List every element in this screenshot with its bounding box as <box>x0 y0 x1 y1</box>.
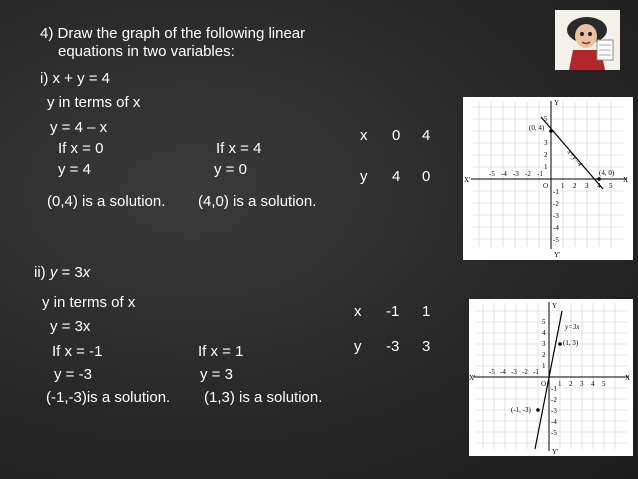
axis-label: Y <box>552 302 558 310</box>
solution-b: (1,3) is a solution. <box>204 389 323 406</box>
table-y-label: y <box>354 338 362 355</box>
tick-label: -2 <box>551 396 557 404</box>
question-title: 4) Draw the graph of the following linear <box>40 25 306 42</box>
step-rearranged: y = 4 – x <box>50 119 108 136</box>
tick-label: -5 <box>553 236 559 244</box>
tick-label: -1 <box>551 385 557 393</box>
axis-label: Y <box>554 99 560 107</box>
table-y-val: -3 <box>386 338 400 355</box>
equation-2 <box>34 264 90 282</box>
solution-a: (0,4) is a solution. <box>47 193 166 210</box>
case-a-if: If x = -1 <box>52 343 103 360</box>
axis-label: Y' <box>552 448 559 456</box>
case-a-if: If x = 0 <box>58 140 104 157</box>
table-y-val: 0 <box>422 168 431 185</box>
tick-label: 3 <box>544 139 548 147</box>
tick-label: 3 <box>580 380 584 388</box>
point-label: (4, 0) <box>599 169 615 177</box>
tick-label: 1 <box>544 163 548 171</box>
equation-2-mid: = 3 <box>57 264 83 281</box>
tick-label: -4 <box>551 418 557 426</box>
equation-1: i) x + y = 4 <box>40 70 111 87</box>
tick-label: -5 <box>489 368 495 376</box>
cartoon-scientist-image <box>555 10 620 70</box>
tick-label: 2 <box>573 182 577 190</box>
tick-label: -1 <box>537 170 543 178</box>
graph-y-equals-3x <box>469 299 633 456</box>
tick-label: -2 <box>522 368 528 376</box>
tick-label: -4 <box>500 368 506 376</box>
tick-label: -4 <box>501 170 507 178</box>
solution-b: (4,0) is a solution. <box>198 193 317 210</box>
tick-label: -3 <box>511 368 517 376</box>
table-x-val: 0 <box>392 127 401 144</box>
equation-2-prefix: ii) <box>34 264 50 281</box>
step-rearranged: y = 3x <box>50 318 91 335</box>
tick-label: 3 <box>585 182 589 190</box>
table-y-val: 3 <box>422 338 431 355</box>
tick-label: -2 <box>525 170 531 178</box>
tick-label: 1 <box>542 362 546 370</box>
case-a-y: y = -3 <box>54 366 92 383</box>
solution-a: (-1,-3)is a solution. <box>46 389 171 406</box>
tick-label: 1 <box>558 380 562 388</box>
axis-label: X' <box>464 176 471 184</box>
tick-label: 2 <box>569 380 573 388</box>
equation-2-x: x <box>82 264 91 281</box>
axis-label: X <box>623 176 629 184</box>
tick-label: -1 <box>553 188 559 196</box>
tick-label: 4 <box>597 182 601 190</box>
tick-label: -1 <box>533 368 539 376</box>
origin-label: O <box>541 380 547 388</box>
axis-label: X <box>625 374 631 382</box>
table-x-val: 1 <box>422 303 431 320</box>
tick-label: -2 <box>553 200 559 208</box>
tick-label: -3 <box>551 407 557 415</box>
point-0-4 <box>549 129 553 133</box>
tick-label: 4 <box>591 380 595 388</box>
tick-label: 1 <box>561 182 565 190</box>
line-label: y=3x <box>565 323 580 331</box>
tick-label: 3 <box>542 340 546 348</box>
tick-label: 5 <box>544 115 548 123</box>
point-label: (1, 3) <box>563 339 579 347</box>
tick-label: -3 <box>513 170 519 178</box>
graph-x-plus-y-equals-4 <box>463 97 633 260</box>
case-b-if: If x = 4 <box>216 140 262 157</box>
table-x-label: x <box>354 303 362 320</box>
equation-2-y: y <box>49 264 58 281</box>
tick-label: 5 <box>542 318 546 326</box>
step-y-in-terms: y in terms of x <box>42 294 136 311</box>
tick-label: 5 <box>609 182 613 190</box>
point-4-0 <box>597 177 601 181</box>
step-y-in-terms: y in terms of x <box>47 94 141 111</box>
tick-label: 2 <box>542 351 546 359</box>
tick-label: 4 <box>542 329 546 337</box>
table-y-val: 4 <box>392 168 401 185</box>
point-neg1-neg3 <box>536 408 540 412</box>
tick-label: -5 <box>551 429 557 437</box>
tick-label: 2 <box>544 151 548 159</box>
tick-label: -5 <box>489 170 495 178</box>
line-label: x+y=4 <box>565 148 584 168</box>
axis-label: X' <box>469 374 476 382</box>
case-b-y: y = 3 <box>200 366 233 383</box>
case-b-y: y = 0 <box>214 161 247 178</box>
question-title-line2: equations in two variables: <box>58 43 235 60</box>
point-label: (-1, -3) <box>511 406 531 414</box>
origin-label: O <box>543 182 549 190</box>
tick-label: -3 <box>553 212 559 220</box>
table-y-label: y <box>360 168 368 185</box>
table-x-val: -1 <box>386 303 400 320</box>
case-b-if: If x = 1 <box>198 343 244 360</box>
axis-label: Y' <box>554 251 561 259</box>
point-label: (0, 4) <box>529 124 545 132</box>
table-x-label: x <box>360 127 368 144</box>
tick-label: 5 <box>602 380 606 388</box>
tick-label: -4 <box>553 224 559 232</box>
point-1-3 <box>558 342 562 346</box>
table-x-val: 4 <box>422 127 431 144</box>
case-a-y: y = 4 <box>58 161 91 178</box>
